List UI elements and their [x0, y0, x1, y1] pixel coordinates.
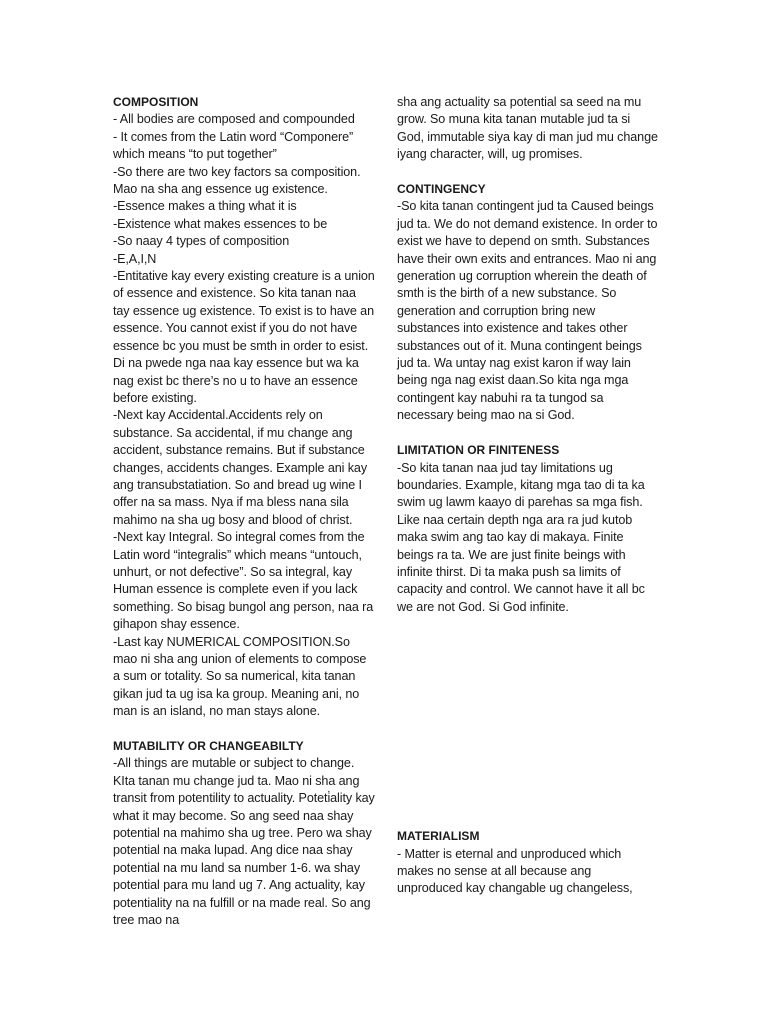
composition-line-6: -So naay 4 types of composition [113, 234, 290, 249]
contingency-paragraph: -So kita tanan contingent jud ta Caused beings jud ta. We do not demand existence. In order to exist we have to depend on smth. Substances have their own exits and entrances. Mao ni ang generation ug corruption wherein the death of smth is the birth of a new substance. So generation and corruption bring new substances into existence and takes other substances out of it. Muna contingent beings jud ta. Wa untay nag exist karon if way lain being nga nag exist daan.So kita nga mga contingent kay nabuhi ra ta tungod sa necessary being mao na si God. [397, 199, 658, 423]
composition-line-1: - All bodies are composed and compounded [113, 112, 355, 127]
contingency-heading: CONTINGENCY [397, 182, 486, 197]
mutability-paragraph: -All things are mutable or subject to change. KIta tanan mu change jud ta. Mao ni sha ang transit from potentility to actuality. Poteti̇ality kay what it may become. So ang seed naa shay potential na mahimo sha ug tree. Pero wa shay potential na maka lupad. Ang dice naa shay potential na mu land sa number 1-6. wa shay potential para mu land ug 7. Ang actuality, kay potentiality na na fulfill or na made real. So ang tree mao na [113, 756, 375, 928]
composition-accidental: -Next kay Accidental.Accidents rely on substance. Sa accidental, if mu change ang accident, substance remains. But if substance changes, accidents changes. Example ani kay ang transubstatiation. So and bread ug wine I offer na sa mass. Nya if ma bless nana sila mahimo na sha ug bosy and blood of christ. [113, 408, 368, 527]
composition-line-7: -E,A,I,N [113, 251, 157, 266]
limitation-heading: LIMITATION OR FINITENESS [397, 443, 560, 458]
materialism-heading: MATERIALISM [397, 829, 480, 844]
composition-integral: -Next kay Integral. So integral comes from the Latin word “integralis” which means “untouch, unhurt, or not defective”. So sa integral, kay Human essence is complete even if you lack something. So bisag bungol ang person, naa ra gihapon shay essence. [113, 530, 374, 632]
left-column [113, 94, 375, 929]
composition-numerical: -Last kay NUMERICAL COMPOSITION.So mao ni sha ang union of elements to compose a sum or totality. So sa numerical, kita tanan gikan jud ta ug isa ka group. Meaning ani, no man is an island, no man stays alone. [113, 634, 367, 719]
limitation-paragraph: -So kita tanan naa jud tay limitations ug boundaries. Example, kitang mga tao di ta ka swim ug lawm kaayo di parehas sa mga fish. Like naa certain depth nga ara ra jud kutob maka swim ang tao kay di makaya. Finite beings ra ta. We are just finite beings with infinite thirst. Di ta maka push sa limits of capacity and control. We cannot have it all bc we are not God. Si God infinite. [397, 460, 645, 614]
section-spacer [113, 721, 375, 738]
materialism-paragraph: - Matter is eternal and unproduced which makes no sense at all because ang unproduced kay changable ug changeless, [397, 846, 633, 896]
mutability-heading: MUTABILITY OR CHANGEABILTY [113, 739, 304, 754]
composition-line-3: -So there are two key factors sa composition. Mao na sha ang essence ug existence. [113, 164, 361, 197]
composition-line-5: -Existence what makes essences to be [113, 216, 328, 231]
section-spacer [397, 164, 659, 181]
composition-line-4: -Essence makes a thing what it is [113, 199, 297, 214]
composition-entitative: -Entitative kay every existing creature is a union of essence and existence. So kita tanan naa tay essence ug existence. To exist is to have an essence. You cannot exist if you do not have essence bc you must be smth in order to esist. Di na pwede nga naa kay essence but wa ka nag exist bc there’s no u to have an essence before existing. [113, 269, 375, 405]
composition-line-2: - It comes from the Latin word “Componere” which means “to put together” [113, 129, 354, 162]
section-spacer [397, 425, 659, 442]
right-column [397, 94, 659, 898]
blank-space [397, 616, 659, 828]
mutability-continued-paragraph: sha ang actuality sa potential sa seed na mu grow. So muna kita tanan mutable jud ta si God, immutable siya kay di man jud mu change iyang character, will, ug promises. [397, 95, 658, 162]
composition-heading: COMPOSITION [113, 95, 199, 109]
